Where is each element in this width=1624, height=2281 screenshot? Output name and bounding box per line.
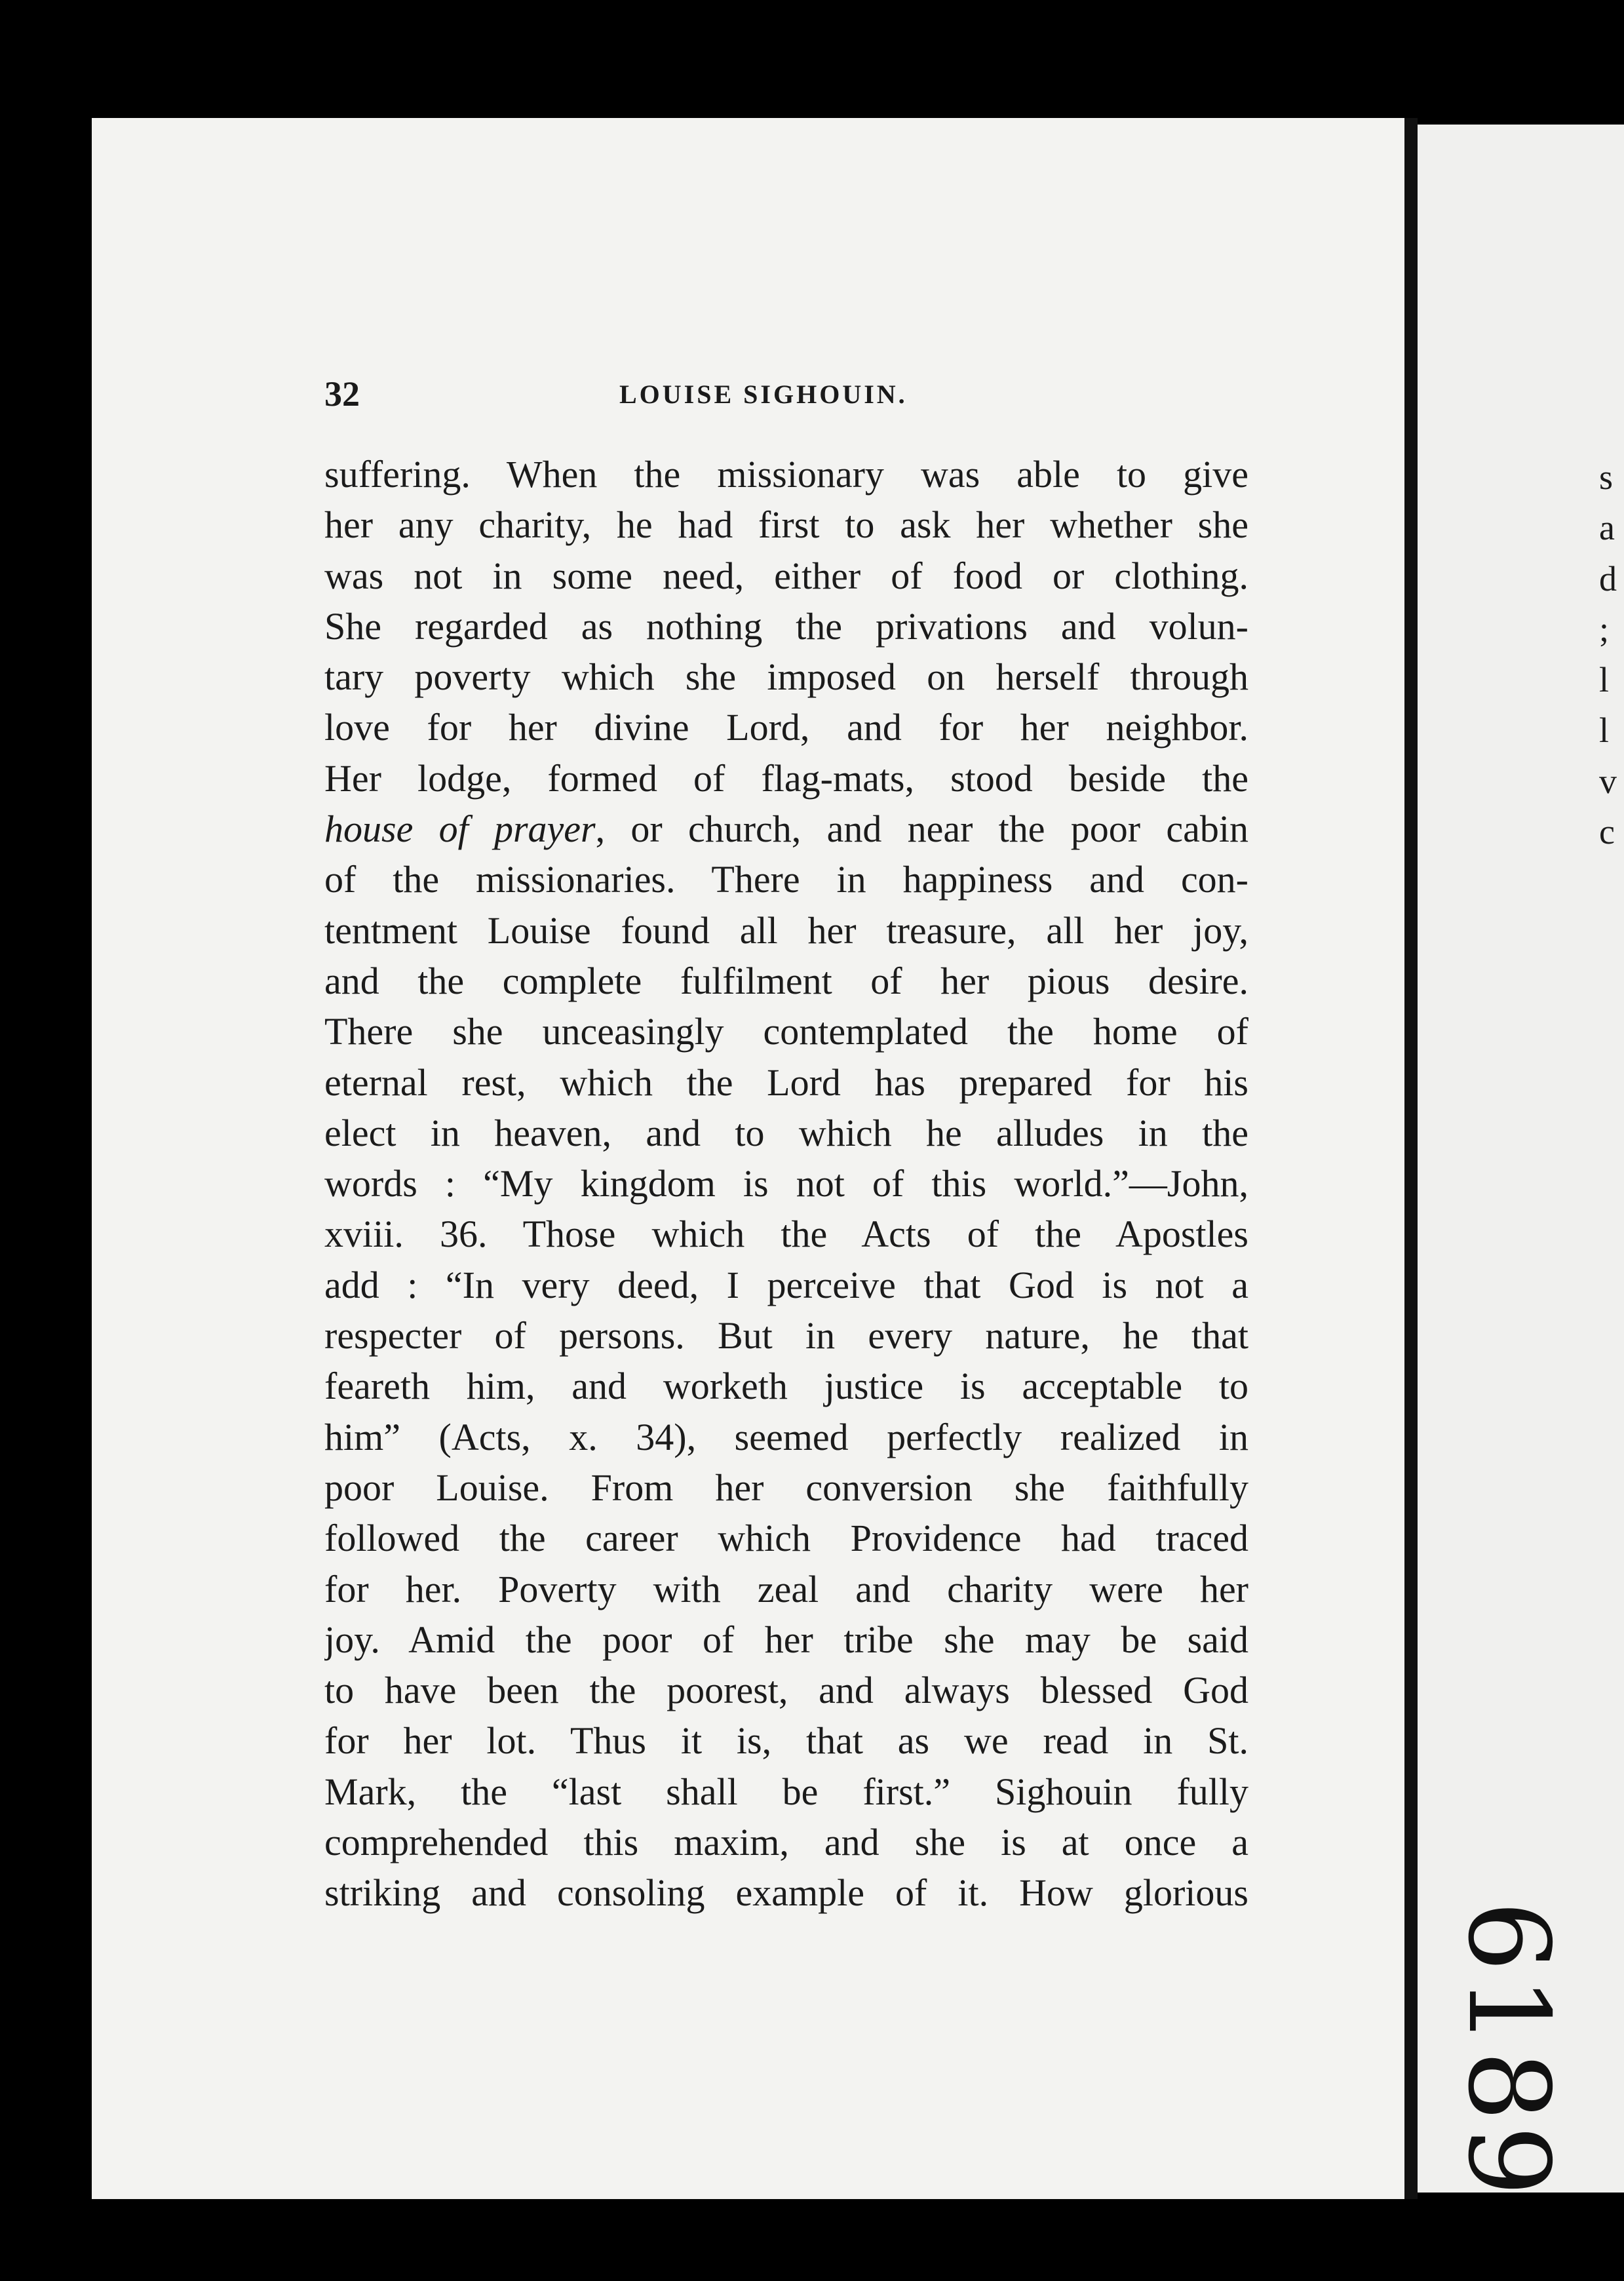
text-line: for her. Poverty with zeal and charity were her xyxy=(324,1567,1248,1610)
right-page-fragment: ; xyxy=(1599,609,1610,649)
text-line: tentment Louise found all her treasure, all her joy, xyxy=(324,908,1248,952)
text-line: striking and consoling example of it. How glorious xyxy=(324,1871,1248,1915)
page-gutter xyxy=(1404,118,1418,2199)
text-line: him” (Acts, x. 34), seemed perfectly realized in xyxy=(324,1415,1248,1458)
text-line: xviii. 36. Those which the Acts of the Apostles xyxy=(324,1213,1248,1256)
right-page-fragment: v xyxy=(1599,761,1617,801)
right-page xyxy=(1418,125,1624,2193)
right-page-fragments xyxy=(1599,452,1624,857)
text-line: for her lot. Thus it is, that as we read in St. xyxy=(324,1719,1248,1763)
handwritten-annotation: 6189 xyxy=(1443,1901,1573,2200)
text-line: words : “My kingdom is not of this world.”—John, xyxy=(324,1162,1248,1205)
text-line: elect in heaven, and to which he alludes in the xyxy=(324,1111,1248,1154)
text-line: her any charity, he had first to ask her whether she xyxy=(324,503,1248,547)
page-number: 32 xyxy=(324,374,360,414)
text-line: comprehended this maxim, and she is at once a xyxy=(324,1821,1248,1864)
text-line: to have been the poorest, and always blessed God xyxy=(324,1669,1248,1712)
body-text xyxy=(324,449,1248,1919)
text-line: was not in some need, either of food or clothing. xyxy=(324,554,1248,597)
text-line: feareth him, and worketh justice is acceptable to xyxy=(324,1365,1248,1408)
running-head xyxy=(324,374,1248,426)
right-page-fragment: c xyxy=(1599,812,1615,852)
text-line: There she unceasingly contemplated the home of xyxy=(324,1010,1248,1053)
text-line: Her lodge, formed of flag-mats, stood beside the xyxy=(324,756,1248,800)
italic-phrase: house of prayer xyxy=(324,808,596,851)
text-line: of the missionaries. There in happiness and con- xyxy=(324,858,1248,901)
text-line: add : “In very deed, I perceive that God is not a xyxy=(324,1263,1248,1306)
text-line: respecter of persons. But in every nature, he that xyxy=(324,1314,1248,1357)
text-line: followed the career which Providence had traced xyxy=(324,1517,1248,1560)
text-line: Mark, the “last shall be first.” Sighouin fully xyxy=(324,1770,1248,1813)
text-line: house of prayer, or church, and near the poor cabin xyxy=(324,808,1248,851)
right-page-fragment: l xyxy=(1599,711,1610,751)
text-line: She regarded as nothing the privations and volun- xyxy=(324,604,1248,648)
text-line: tary poverty which she imposed on herself through xyxy=(324,655,1248,699)
right-page-fragment: l xyxy=(1599,660,1610,700)
text-line: joy. Amid the poor of her tribe she may be said xyxy=(324,1618,1248,1661)
right-page-fragment: s xyxy=(1599,458,1614,497)
right-page-fragment: a xyxy=(1599,508,1615,548)
text-line: suffering. When the missionary was able to give xyxy=(324,453,1248,496)
text-line: eternal rest, which the Lord has prepared for his xyxy=(324,1061,1248,1104)
running-title: LOUISE SIGHOUIN. xyxy=(619,380,908,409)
text-line: poor Louise. From her conversion she faithfully xyxy=(324,1466,1248,1509)
text-line: and the complete fulfilment of her pious desire. xyxy=(324,959,1248,1002)
right-page-fragment: d xyxy=(1599,558,1617,598)
text-line: love for her divine Lord, and for her neighbor. xyxy=(324,706,1248,749)
